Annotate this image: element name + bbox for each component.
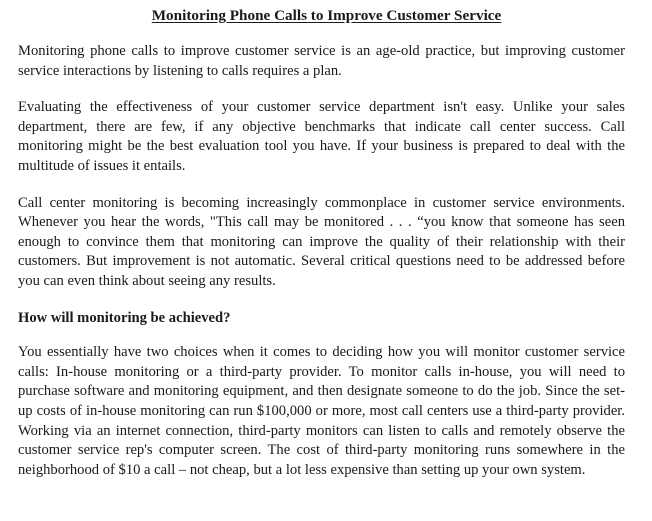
monitoring-choices-paragraph: You essentially have two choices when it comes to deciding how you will monitor customer service calls: In-house monitoring or a third-party provider. To monitor calls in-house, you will need to purchase software and monitoring equipment, and then designate someone to do the job. Since the set-up costs of in-house monitoring can run $100,000 or more, most call centers use a third-party provider. Working via an internet connection, third-party monitors can listen to calls and remotely observe the customer service rep's computer screen. The cost of third-party monitoring runs somewhere in the neighborhood of $10 a call – not cheap, but a lot less expensive than setting up your own system. [18,344,625,478]
intro-paragraph: Monitoring phone calls to improve customer service is an age-old practice, but improving customer service interactions by listening to calls requires a plan. [18,43,625,79]
document-page [18,0,625,480]
call-center-paragraph: Call center monitoring is becoming increasingly commonplace in customer service environments. Whenever you hear the words, "This call may be monitored . . . “you know that someone has seen enough to convince them that monitoring can improve the quality of their relationship with their customers. But improvement is not automatic. Several critical questions need to be addressed before you can even think about seeing any results. [18,194,625,289]
document-title: Monitoring Phone Calls to Improve Customer Service [151,7,502,24]
section-heading: How will monitoring be achieved? [18,309,231,326]
evaluation-paragraph: Evaluating the effectiveness of your customer service department isn't easy. Unlike your sales department, there are few, if any objective benchmarks that indicate call center success. Call monitoring might be the best evaluation tool you have. If your business is prepared to deal with the multitude of issues it entails. [18,99,625,174]
